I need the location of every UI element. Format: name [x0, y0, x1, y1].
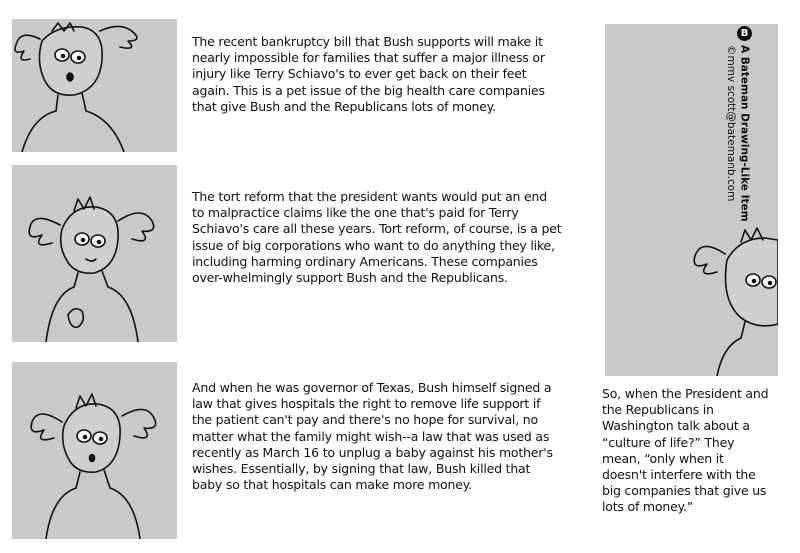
- comic-panel-1: [12, 19, 177, 152]
- character-drawing-2: [12, 165, 177, 342]
- panel-2-caption: The tort reform that the president wants would put an end to malpractice claims like the one that's paid for Terry Schiavo's care all these years. Tort reform, of course, is a pet issue of big corporations who want to do anything they like, including harming ordinary Americans. These companies over-whelmingly support Bush and the Republicans.: [192, 189, 562, 286]
- comic-panel-3: [12, 362, 177, 539]
- character-drawing-side: [605, 24, 778, 376]
- character-drawing-1: [12, 19, 177, 152]
- artist-credit: [725, 26, 752, 226]
- panel-1-caption: The recent bankruptcy bill that Bush supports will make it nearly impossible for families that suffer a major illness or injury like Terry Schiavo's to ever get back on their feet again. This is a pet issue of the big health care companies that give Bush and the Republicans lots of money.: [192, 34, 545, 114]
- credit-contact: ©mmv scott@batemanb.com: [725, 45, 737, 202]
- comic-panel-2: [12, 165, 177, 342]
- bateman-logo-icon: B: [737, 26, 752, 41]
- credit-title: A Bateman Drawing-Like Item: [738, 45, 751, 222]
- comic-panel-side: [605, 24, 778, 376]
- panel-3-caption: And when he was governor of Texas, Bush himself signed a law that gives hospitals the right to remove life support if the patient can't pay and there's no hope for survival, no matter what the family might wish--a law that was used as recently as March 16 to unplug a baby against his mother's wishes. Essentially, by signing that law, Bush killed that baby so that hospitals can make more money.: [192, 380, 553, 493]
- side-panel-caption: So, when the President and the Republicans in Washington talk about a “culture of life?” They mean, “only when it doesn't interfere with the big companies that give us lots of money.”: [602, 386, 769, 515]
- character-drawing-3: [12, 362, 177, 539]
